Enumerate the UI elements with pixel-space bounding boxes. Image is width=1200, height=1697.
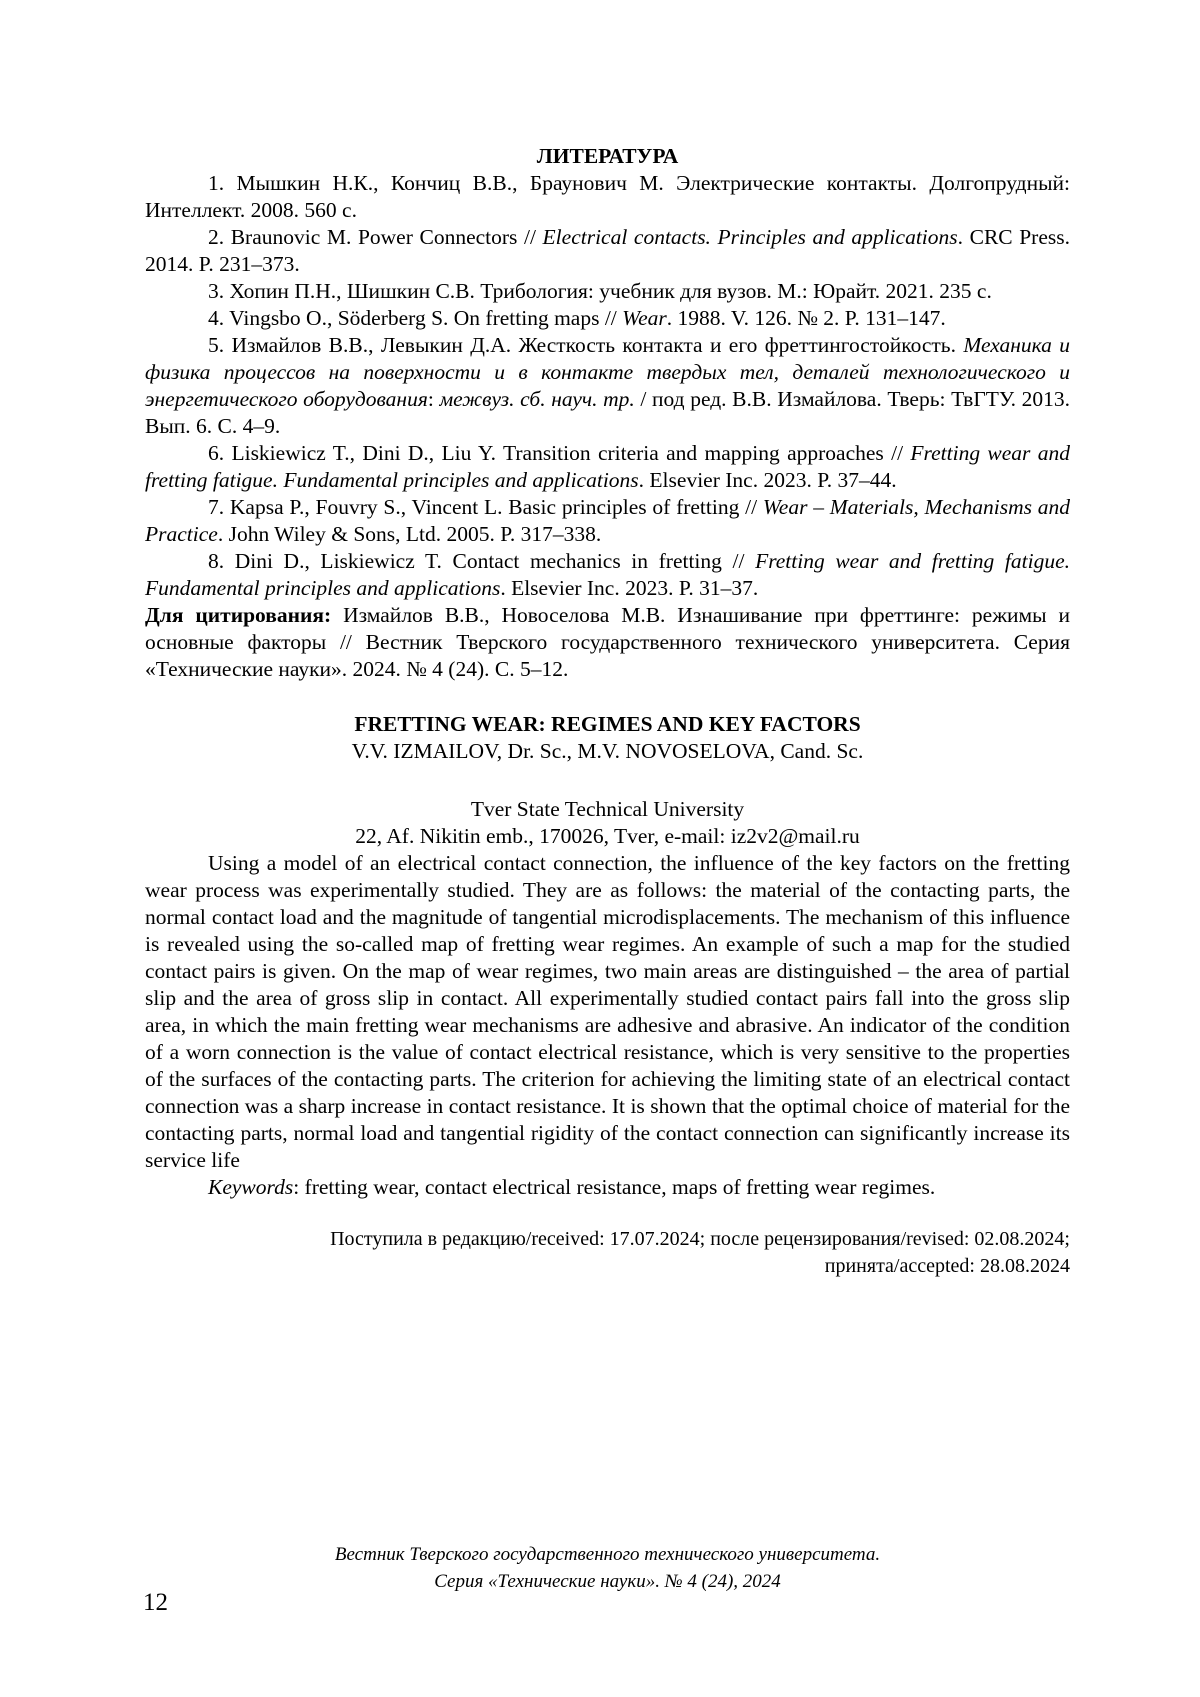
affiliation-name: Tver State Technical University <box>470 797 745 821</box>
reference-item: 8. Dini D., Liskiewicz T. Contact mechanics in fretting // Fretting wear and fretting fatigue. Fundamental principles and applications. Elsevier Inc. 2023. P. 31–37. <box>145 549 1070 600</box>
reference-item: 2. Braunovic M. Power Connectors // Electrical contacts. Principles and applications. CRC Press. 2014. P. 231–373. <box>145 225 1070 276</box>
affiliation-address: 22, Af. Nikitin emb., 170026, Tver, e-mail: iz2v2@mail.ru <box>355 824 860 848</box>
journal-footer <box>145 1541 1070 1595</box>
accepted-line: принята/accepted: 28.08.2024 <box>824 1255 1070 1277</box>
reference-item: 3. Хопин П.Н., Шишкин С.В. Трибология: учебник для вузов. М.: Юрайт. 2021. 235 с. <box>208 279 992 303</box>
reference-item: 1. Мышкин Н.К., Кончиц В.В., Браунович М. Электрические контакты. Долгопрудный: Интеллект. 2008. 560 с. <box>145 171 1070 222</box>
received-dates-block <box>145 1226 1070 1280</box>
literature-heading: ЛИТЕРАТУРА <box>536 144 679 168</box>
footer-journal-title: Вестник Тверского государственного технического университета. <box>334 1544 881 1565</box>
reference-item: 7. Kapsa P., Fouvry S., Vincent L. Basic principles of fretting // Wear – Materials, Mechanisms and Practice. John Wiley & Sons, Ltd. 2005. P. 317–338. <box>145 495 1071 546</box>
page-number: 12 <box>143 1589 168 1616</box>
reference-list <box>145 170 1070 602</box>
article-title-en: FRETTING WEAR: REGIMES AND KEY FACTORS <box>354 712 861 736</box>
reference-item: 4. Vingsbo O., Söderberg S. On fretting maps // Wear. 1988. V. 126. № 2. P. 131–147. <box>208 306 946 330</box>
reference-item: 5. Измайлов В.В., Левыкин Д.А. Жесткость контакта и его фреттингостойкость. Механика и физика процессов на поверхности и в контакте твердых тел, деталей технологического и энергетического оборудования: межвуз. сб. науч. тр. / под ред. В.В. Измайлова. Тверь: ТвГТУ. 2013. Вып. 6. С. 4–9. <box>145 333 1071 438</box>
received-revised-line: Поступила в редакцию/received: 17.07.2024; после рецензирования/revised: 02.08.2024; <box>330 1228 1070 1250</box>
footer-series-issue: Серия «Технические науки». № 4 (24), 2024 <box>434 1571 781 1592</box>
abstract-paragraph: Using a model of an electrical contact connection, the influence of the key factors on the fretting wear process was experimentally studied. They are as follows: the material of the contacting parts, the normal contact load and the magnitude of tangential microdisplacements. The mechanism of this influence is revealed using the so-called map of fretting wear regimes. An example of such a map for the studied contact pairs is given. On the map of wear regimes, two main areas are distinguished – the area of partial slip and the area of gross slip in contact. All experimentally studied contact pairs fall into the gross slip area, in which the main fretting wear mechanisms are adhesive and abrasive. An indicator of the condition of a worn connection is the value of contact electrical resistance, which is very sensitive to the properties of the surfaces of the contacting parts. The criterion for achieving the limiting state of an electrical contact connection was a sharp increase in contact resistance. It is shown that the optimal choice of material for the contacting parts, normal load and tangential rigidity of the contact connection can significantly increase its service life <box>145 851 1070 1172</box>
citation-paragraph: Для цитирования: Измайлов В.В., Новоселова М.В. Изнашивание при фреттинге: режимы и основные факторы // Вестник Тверского государственного технического университета. Серия «Технические науки». 2024. № 4 (24). С. 5–12. <box>145 603 1070 681</box>
reference-item: 6. Liskiewicz T., Dini D., Liu Y. Transition criteria and mapping approaches // Fretting wear and fretting fatigue. Fundamental principles and applications. Elsevier Inc. 2023. P. 37–44. <box>145 441 1071 492</box>
affiliation-block <box>145 796 1070 850</box>
authors-line: V.V. IZMAILOV, Dr. Sc., M.V. NOVOSELOVA, Cand. Sc. <box>351 739 864 763</box>
keywords-line: Keywords: fretting wear, contact electrical resistance, maps of fretting wear regimes. <box>208 1175 936 1199</box>
